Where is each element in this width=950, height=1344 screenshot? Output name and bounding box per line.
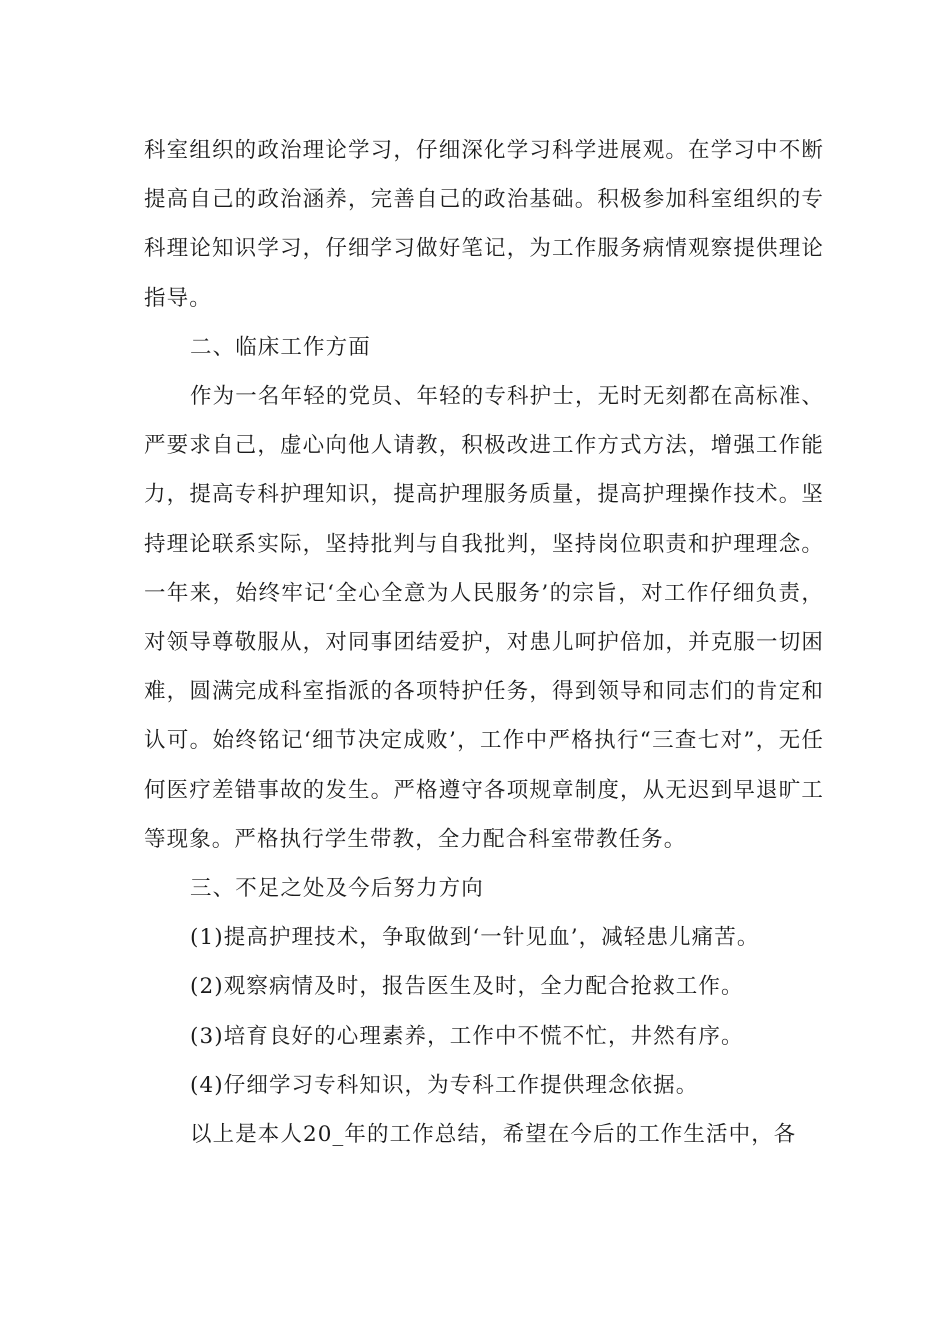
- section-heading-clinical-work: 二、临床工作方面: [190, 334, 371, 360]
- intro-paragraph: 科室组织的政治理论学习，仔细深化学习科学进展观。在学习中不断提高自己的政治涵养，完善自己的政治基础。积极参加科室组织的专科理论知识学习，仔细学习做好笔记，为工作服务病情观察提供理论指导。: [144, 138, 824, 311]
- improvement-item-1: (1)提高护理技术，争取做到‘一针见血’，减轻患儿痛苦。: [190, 925, 760, 951]
- improvement-item-4: (4)仔细学习专科知识，为专科工作提供理念依据。: [190, 1072, 699, 1098]
- section-heading-shortcomings: 三、不足之处及今后努力方向: [190, 876, 484, 902]
- document-body: [144, 126, 824, 1159]
- closing-paragraph: 以上是本人20_年的工作总结，希望在今后的工作生活中，各: [190, 1122, 797, 1148]
- improvement-item-2: (2)观察病情及时，报告医生及时，全力配合抢救工作。: [190, 974, 744, 1000]
- improvement-item-3: (3)培育良好的心理素养，工作中不慌不忙，井然有序。: [190, 1023, 744, 1049]
- clinical-work-paragraph: 作为一名年轻的党员、年轻的专科护士，无时无刻都在高标准、严要求自己，虚心向他人请教，积极改进工作方式方法，增强工作能力，提高专科护理知识，提高护理服务质量，提高护理操作技术。坚持理论联系实际，坚持批判与自我批判，坚持岗位职责和护理理念。一年来，始终牢记‘全心全意为人民服务’的宗旨，对工作仔细负责，对领导尊敬服从，对同事团结爱护，对患儿呵护倍加，并克服一切困难，圆满完成科室指派的各项特护任务，得到领导和同志们的肯定和认可。始终铭记‘细节决定成败’，工作中严格执行“三查七对”，无任何医疗差错事故的发生。严格遵守各项规章制度，从无迟到早退旷工等现象。严格执行学生带教，全力配合科室带教任务。: [144, 384, 824, 852]
